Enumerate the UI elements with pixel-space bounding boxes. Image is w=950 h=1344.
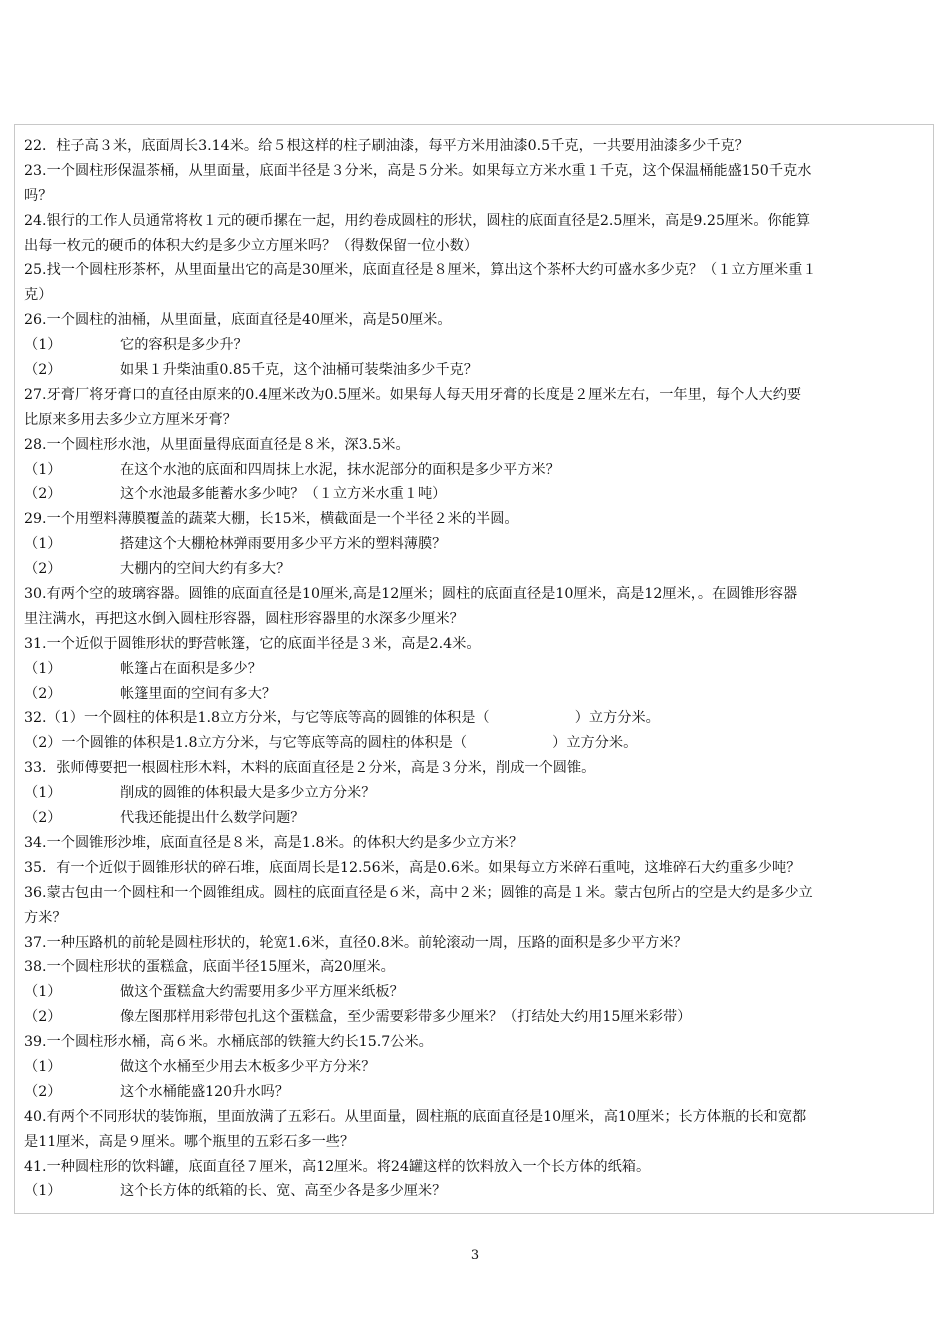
page-number: 3 (470, 1248, 480, 1263)
sub-question-number: （1） (24, 536, 62, 553)
problem-list (24, 134, 930, 1204)
sub-question (24, 980, 930, 1005)
problem-line: 是11厘米，高是９厘米。哪个瓶里的五彩石多一些？ (24, 1133, 355, 1150)
sub-question-number: （2） (24, 1009, 62, 1026)
sub-question-text: 这个水桶能盛120升水吗？ (120, 1083, 289, 1100)
sub-question-text: 帐篷占在面积是多少？ (120, 660, 262, 677)
sub-question (24, 781, 930, 806)
problem-line: 克） (24, 287, 53, 304)
problem-line: 23.一个圆柱形保温茶桶，从里面量，底面半径是３分米，高是５分米。如果每立方米水重１千克，这个保温桶能盛150千克水 (24, 162, 812, 179)
sub-question-text: 帐篷里面的空间有多大？ (120, 685, 277, 702)
problem-line: 36.蒙古包由一个圆柱和一个圆锥组成。圆柱的底面直径是６米，高中２米；圆锥的高是１米。蒙古包所占的空是大约是多少立 (24, 884, 813, 901)
sub-question-number: （1） (24, 337, 62, 354)
problem-line: 方米？ (24, 909, 67, 926)
problem-line: （2）一个圆锥的体积是1.8立方分米，与它等底等高的圆柱的体积是（ ）立方分米。 (24, 735, 638, 752)
problem-line: 里注满水，再把这水倒入圆柱形容器，圆柱形容器里的水深多少厘米？ (24, 610, 464, 627)
sub-question-number: （2） (24, 1083, 62, 1100)
sub-question (24, 1179, 930, 1204)
sub-question-text: 在这个水池的底面和四周抹上水泥，抹水泥部分的面积是多少平方米？ (120, 461, 560, 478)
problem-line: 29.一个用塑料薄膜覆盖的蔬菜大棚，长15米，横截面是一个半径２米的半圆。 (24, 511, 519, 528)
problem-line: 40.有两个不同形状的装饰瓶，里面放满了五彩石。从里面量，圆柱瓶的底面直径是10厘米，高10厘米；长方体瓶的长和宽都 (24, 1108, 807, 1125)
sub-question-text: 削成的圆锥的体积最大是多少立方分米？ (120, 785, 376, 802)
problem-line: 35．有一个近似于圆锥形状的碎石堆，底面周长是12.56米，高是0.6米。如果每立方米碎石重吨，这堆碎石大约重多少吨？ (24, 859, 801, 876)
sub-question-number: （1） (24, 785, 62, 802)
problem-line: 出每一枚元的硬币的体积大约是多少立方厘米吗？（得数保留一位小数） (24, 237, 479, 254)
problem-line: 37.一种压路机的前轮是圆柱形状的，轮宽1.6米，直径0.8米。前轮滚动一周，压路的面积是多少平方米？ (24, 934, 688, 951)
sub-question-number: （1） (24, 660, 62, 677)
sub-question (24, 682, 930, 707)
problem-line: 22．柱子高３米，底面周长3.14米。给５根这样的柱子刷油漆，每平方米用油漆0.5千克，一共要用油漆多少千克？ (24, 138, 749, 154)
sub-question-text: 如果１升柴油重0.85千克，这个油桶可装柴油多少千克？ (120, 362, 478, 379)
problem-line: 41.一种圆柱形的饮料罐，底面直径７厘米，高12厘米。将24罐这样的饮料放入一个长方体的纸箱。 (24, 1158, 651, 1175)
problem-line: 吗？ (24, 187, 53, 204)
problem-line: 32.（1）一个圆柱的体积是1.8立方分米，与它等底等高的圆锥的体积是（ ）立方分米。 (24, 710, 660, 727)
problem-line: 比原来多用去多少立方厘米牙膏？ (24, 411, 237, 428)
problem-line: 33．张师傅要把一根圆柱形木料，木料的底面直径是２分米，高是３分米，削成一个圆锥。 (24, 760, 596, 777)
sub-question-number: （2） (24, 561, 62, 578)
sub-question (24, 557, 930, 582)
problem-line: 30.有两个空的玻璃容器。圆锥的底面直径是10厘米,高是12厘米；圆柱的底面直径是10厘米，高是12厘米，。在圆锥形容器 (24, 586, 798, 603)
sub-question (24, 1055, 930, 1080)
sub-question-text: 做这个蛋糕盒大约需要用多少平方厘米纸板？ (120, 984, 404, 1001)
sub-question-text: 搭建这个大棚枪林弹雨要用多少平方米的塑料薄膜？ (120, 536, 447, 553)
problem-line: 26.一个圆柱的油桶，从里面量，底面直径是40厘米，高是50厘米。 (24, 312, 452, 329)
sub-question-number: （1） (24, 1058, 62, 1075)
sub-question (24, 1005, 930, 1030)
sub-question-text: 做这个水桶至少用去木板多少平方分米？ (120, 1058, 376, 1075)
sub-question-number: （2） (24, 810, 62, 827)
sub-question (24, 358, 930, 383)
problem-line: 28.一个圆柱形水池，从里面量得底面直径是８米，深3.5米。 (24, 436, 410, 453)
sub-question-text: 代我还能提出什么数学问题？ (120, 810, 305, 827)
sub-question-number: （1） (24, 984, 62, 1001)
sub-question (24, 333, 930, 358)
sub-question-number: （2） (24, 362, 62, 379)
sub-question (24, 482, 930, 507)
sub-question-number: （1） (24, 1183, 62, 1200)
sub-question-text: 它的容积是多少升？ (120, 337, 248, 354)
sub-question (24, 458, 930, 483)
sub-question (24, 806, 930, 831)
problem-line: 24.银行的工作人员通常将枚１元的硬币摞在一起，用约卷成圆柱的形状，圆柱的底面直径是2.5厘米，高是9.25厘米。你能算 (24, 212, 811, 229)
sub-question-text: 大棚内的空间大约有多大？ (120, 561, 291, 578)
sub-question (24, 1080, 930, 1105)
sub-question (24, 532, 930, 557)
sub-question-number: （2） (24, 685, 62, 702)
problem-line: 38.一个圆柱形状的蛋糕盒，底面半径15厘米，高20厘米。 (24, 959, 395, 976)
problem-line: 39.一个圆柱形水桶，高６米。水桶底部的铁箍大约长15.7公米。 (24, 1034, 433, 1051)
sub-question-text: 像左图那样用彩带包扎这个蛋糕盒，至少需要彩带多少厘米？（打结处大约用15厘米彩带） (120, 1009, 692, 1026)
sub-question-text: 这个水池最多能蓄水多少吨？（１立方米水重１吨） (120, 486, 447, 503)
sub-question-number: （1） (24, 461, 62, 478)
sub-question (24, 657, 930, 682)
sub-question-text: 这个长方体的纸箱的长、宽、高至少各是多少厘米？ (120, 1183, 447, 1200)
problem-line: 25.找一个圆柱形茶杯，从里面量出它的高是30厘米，底面直径是８厘米，算出这个茶杯大约可盛水多少克？（１立方厘米重１ (24, 262, 817, 279)
problem-line: 31.一个近似于圆锥形状的野营帐篷，它的底面半径是３米，高是2.4米。 (24, 635, 481, 652)
problem-line: 27.牙膏厂将牙膏口的直径由原来的0.4厘米改为0.5厘米。如果每人每天用牙膏的长度是２厘米左右，一年里，每个人大约要 (24, 386, 802, 403)
problem-line: 34.一个圆锥形沙堆，底面直径是８米，高是1.8米。的体积大约是多少立方米？ (24, 834, 524, 851)
sub-question-number: （2） (24, 486, 62, 503)
